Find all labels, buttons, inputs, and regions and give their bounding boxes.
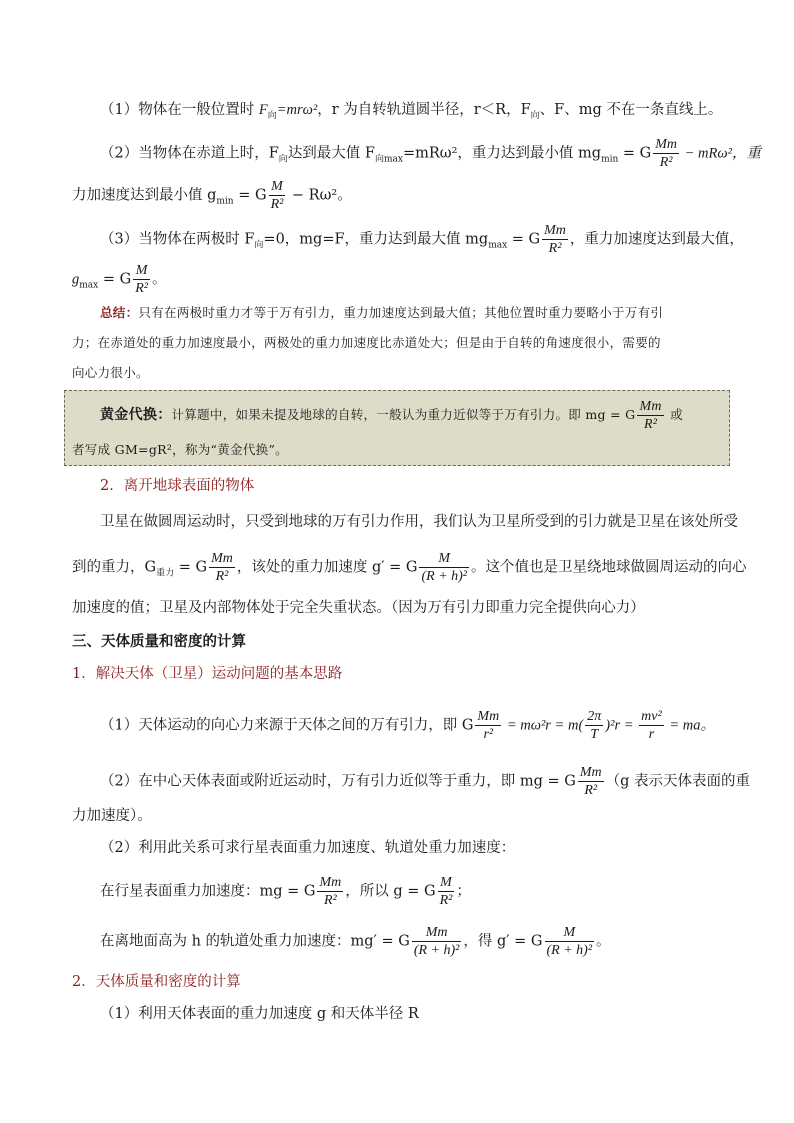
fraction: $\frac{M}{\text{R²}}$ [135,263,148,296]
fraction: $\frac{M}{\text{R²}}$ [270,179,284,212]
fraction: $\frac{Mm}{\text{(R + h)²}}$ [413,925,460,958]
para-poles: （3）当物体在两极时 $F_向=0$，mg=F，重力达到最大值 $mg_{max} = G$ $\frac{Mm}{\text{R²}}$ ，重力加速度达到最大值， [100,223,744,256]
fraction: $\frac{M}{\text{(R + h)²}}$ [546,925,593,958]
para-use-relation: （2）利用此关系可求行星表面重力加速度、轨道处重力加速度： [100,840,516,856]
section-title-mass-density: 三、天体质量和密度的计算 [72,634,246,650]
fraction: $\frac{2\pi}{T}$ [587,709,602,742]
para-use-surface-g: （1）利用天体表面的重力加速度 g 和天体半径 R [100,1006,419,1022]
para-planet-surface-g: 在行星表面重力加速度：mg = G $\frac{Mm}{\text{R²}}$ ，所以 g = G $\frac{M}{\text{R²}}$ ； [100,875,471,908]
section-title-leaving-surface: 2．离开地球表面的物体 [100,478,255,494]
subsection-title-mass-density: 2．天体质量和密度的计算 [72,974,241,990]
para-poles-line2: $g_{max} = G$ $\frac{M}{\text{R²}}$ 。 [72,263,167,296]
para-general-position: （1）物体在一般位置时 $F_向=mr\omega^2$，r 为自转轨道圆半径，r＜R，$F_向$、F、mg 不在一条直线上。 [100,102,723,121]
fraction: $\frac{Mm}{\text{R²}}$ [655,137,678,170]
satellite-para-line3: 加速度的值；卫星及内部物体处于完全失重状态。（因为万有引力即重力完全提供向心力） [72,600,645,616]
fraction: $\frac{Mm}{\text{R²}}$ [579,765,602,798]
satellite-para-line2: 到的重力，$G_{重力} = G$ $\frac{Mm}{\text{R²}}$ ，该处的重力加速度 g′ = G $\frac{M}{\text{(R + h)²}}$ 。这个值也是卫星绕地球做圆周运动的向心 [72,551,747,584]
para-centripetal: （1）天体运动的向心力来源于天体之间的万有引力，即 G $\frac{Mm}{\text{r²}}$ = mω²r = m( $\frac{2\pi}{T}$ )²r = $\frac{\text{mv²}}{r}$ = ma。 [100,709,715,742]
para-equator-line2: 力加速度达到最小值 $g_{min} = G$ $\frac{M}{\text{R²}}$ − Rω²。 [72,179,352,212]
summary-line3: 向心力很小。 [72,365,149,380]
fraction: $\frac{\text{mv²}}{r}$ [641,709,662,742]
summary-line1: 总结：只有在两极时重力才等于万有引力，重力加速度达到最大值；其他位置时重力要略小于万有引 [100,305,664,320]
fraction: $\frac{M}{\text{(R + h)²}}$ [421,551,468,584]
fraction: $\frac{Mm}{\text{r²}}$ [477,709,500,742]
golden-substitution-line2: 者写成 GM=gR²，称为“黄金代换”。 [72,442,288,457]
fraction: $\frac{Mm}{\text{R²}}$ [639,399,662,432]
fraction: $\frac{Mm}{\text{R²}}$ [544,223,566,256]
para-surface-gravity: （2）在中心天体表面或附近运动时，万有引力近似等于重力，即 mg = G $\frac{Mm}{\text{R²}}$ （g 表示天体表面的重 [100,765,750,798]
para-equator: （2）当物体在赤道上时，$F_向$达到最大值 $F_{向max}=mR\omega^2$，重力达到最小值 $mg_{min} = G$ $\frac{Mm}{\text{R²}}$ − mRω²，重 [100,137,761,170]
fraction: $\frac{M}{\text{R²}}$ [439,875,453,908]
fraction: $\frac{Mm}{\text{R²}}$ [319,875,342,908]
summary-line2: 力；在赤道处的重力加速度最小，两极处的重力加速度比赤道处大；但是由于自转的角速度很小，需要的 [72,335,661,350]
golden-substitution-line1: 黄金代换：计算题中，如果未提及地球的自转，一般认为重力近似等于万有引力。即 mg = G $\frac{Mm}{\text{R²}}$ 或 [100,399,683,432]
subsection-title-basic-approach: 1．解决天体（卫星）运动问题的基本思路 [72,666,343,682]
satellite-para-line1: 卫星在做圆周运动时，只受到地球的万有引力作用，我们认为卫星所受到的引力就是卫星在该处所受 [100,514,738,530]
para-orbit-g: 在离地面高为 h 的轨道处重力加速度：mg′ = G $\frac{Mm}{\text{(R + h)²}}$ ，得 g′ = G $\frac{M}{\text{(R + h)²}}$ 。 [100,925,611,958]
fraction: $\frac{Mm}{\text{R²}}$ [211,551,233,584]
para-surface-gravity-line2: 力加速度）。 [72,808,152,824]
